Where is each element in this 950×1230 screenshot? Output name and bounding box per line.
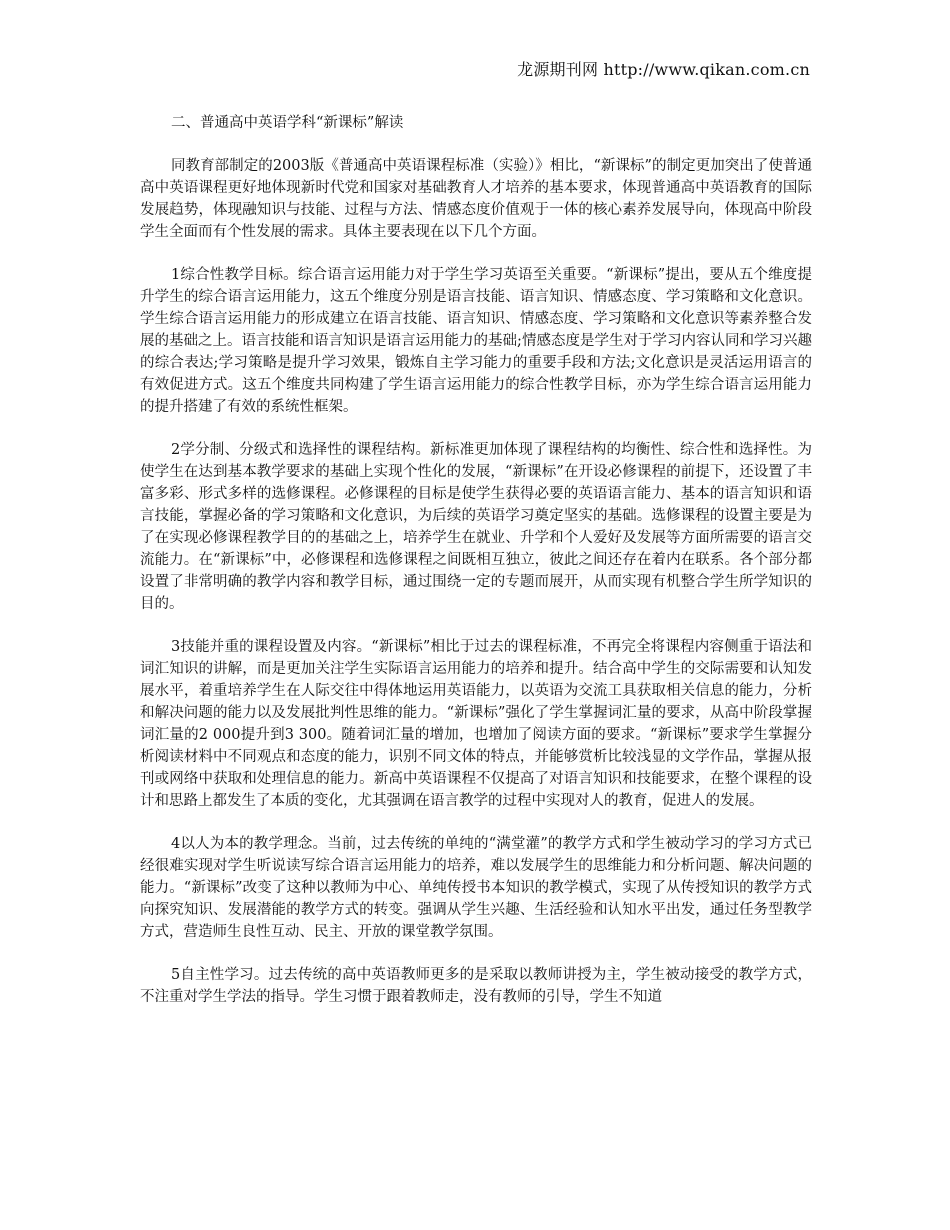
paragraph-comprehensive-goals: 1综合性教学目标。综合语言运用能力对于学生学习英语至关重要。“新课标”提出，要从五个维度提升学生的综合语言运用能力，这五个维度分别是语言技能、语言知识、情感态度、学习策略和文化意识。学生综合语言运用能力的形成建立在语言技能、语言知识、情感态度、学习策略和文化意识等素养整合发展的基础之上。语言技能和语言知识是语言运用能力的基础;情感态度是学生对于学习内容认同和学习兴趣的综合表达;学习策略是提升学习效果，锻炼自主学习能力的重要手段和方法;文化意识是灵活运用语言的有效促进方式。这五个维度共同构建了学生语言运用能力的综合性教学目标，亦为学生综合语言运用能力的提升搭建了有效的系统性框架。: [140, 267, 812, 415]
paragraph-skills-content: 3技能并重的课程设置及内容。“新课标”相比于过去的课程标准，不再完全将课程内容侧重于语法和词汇知识的讲解，而是更加关注学生实际语言运用能力的培养和提升。结合高中学生的交际需要和认知发展水平，着重培养学生在人际交往中得体地运用英语能力，以英语为交流工具获取相关信息的能力，分析和解决问题的能力以及发展批判性思维的能力。“新课标”强化了学生掌握词汇量的要求，从高中阶段掌握词汇量的2 000提升到3 300。随着词汇量的增加，也增加了阅读方面的要求。“新课标”要求学生掌握分析阅读材料中不同观点和态度的能力，识别不同文体的特点，并能够赏析比较浅显的文学作品，掌握从报刊或网络中获取和处理信息的能力。新高中英语课程不仅提高了对语言知识和技能要求，在整个课程的设计和思路上都发生了本质的变化，尤其强调在语言教学的过程中实现对人的教育，促进人的发展。: [140, 639, 812, 809]
paragraph-course-structure: 2学分制、分级式和选择性的课程结构。新标准更加体现了课程结构的均衡性、综合性和选择性。为使学生在达到基本教学要求的基础上实现个性化的发展，“新课标”在开设必修课程的前提下，还设置了丰富多彩、形式多样的选修课程。必修课程的目标是使学生获得必要的英语语言能力、基本的语言知识和语言技能，掌握必备的学习策略和文化意识，为后续的英语学习奠定坚实的基础。选修课程的设置主要是为了在实现必修课程教学目的的基础之上，培养学生在就业、升学和个人爱好及发展等方面所需要的语言交流能力。在“新课标”中，必修课程和选修课程之间既相互独立，彼此之间还存在着内在联系。各个部分都设置了非常明确的教学内容和教学目标，通过围绕一定的专题而展开，从而实现有机整合学生所学知识的目的。: [140, 442, 812, 612]
intro-paragraph: 同教育部制定的2003版《普通高中英语课程标准（实验）》相比，“新课标”的制定更加突出了使普通高中英语课程更好地体现新时代党和国家对基础教育人才培养的基本要求，体现普通高中英语教育的国际发展趋势，体现融知识与技能、过程与方法、情感态度价值观于一体的核心素养发展导向，体现高中阶段学生全面而有个性发展的需求。具体主要表现在以下几个方面。: [140, 158, 812, 240]
article-body: [140, 112, 812, 1029]
journal-source-header: 龙源期刊网 http://www.qikan.com.cn: [517, 60, 810, 79]
paragraph-people-oriented: 4以人为本的教学理念。当前，过去传统的单纯的“满堂灌”的教学方式和学生被动学习的学习方式已经很难实现对学生听说读写综合语言运用能力的培养，难以发展学生的思维能力和分析问题、解决问题的能力。“新课标”改变了这种以教师为中心、单纯传授书本知识的教学模式，实现了从传授知识的教学方式向探究知识、发展潜能的教学方式的转变。强调从学生兴趣、生活经验和认知水平出发，通过任务型教学方式，营造师生良性互动、民主、开放的课堂教学氛围。: [140, 836, 812, 940]
paragraph-autonomous-learning: 5自主性学习。过去传统的高中英语教师更多的是采取以教师讲授为主，学生被动接受的教学方式，不注重对学生学法的指导。学生习惯于跟着教师走，没有教师的引导，学生不知道: [140, 967, 812, 1005]
section-heading: 二、普通高中英语学科“新课标”解读: [171, 115, 404, 131]
